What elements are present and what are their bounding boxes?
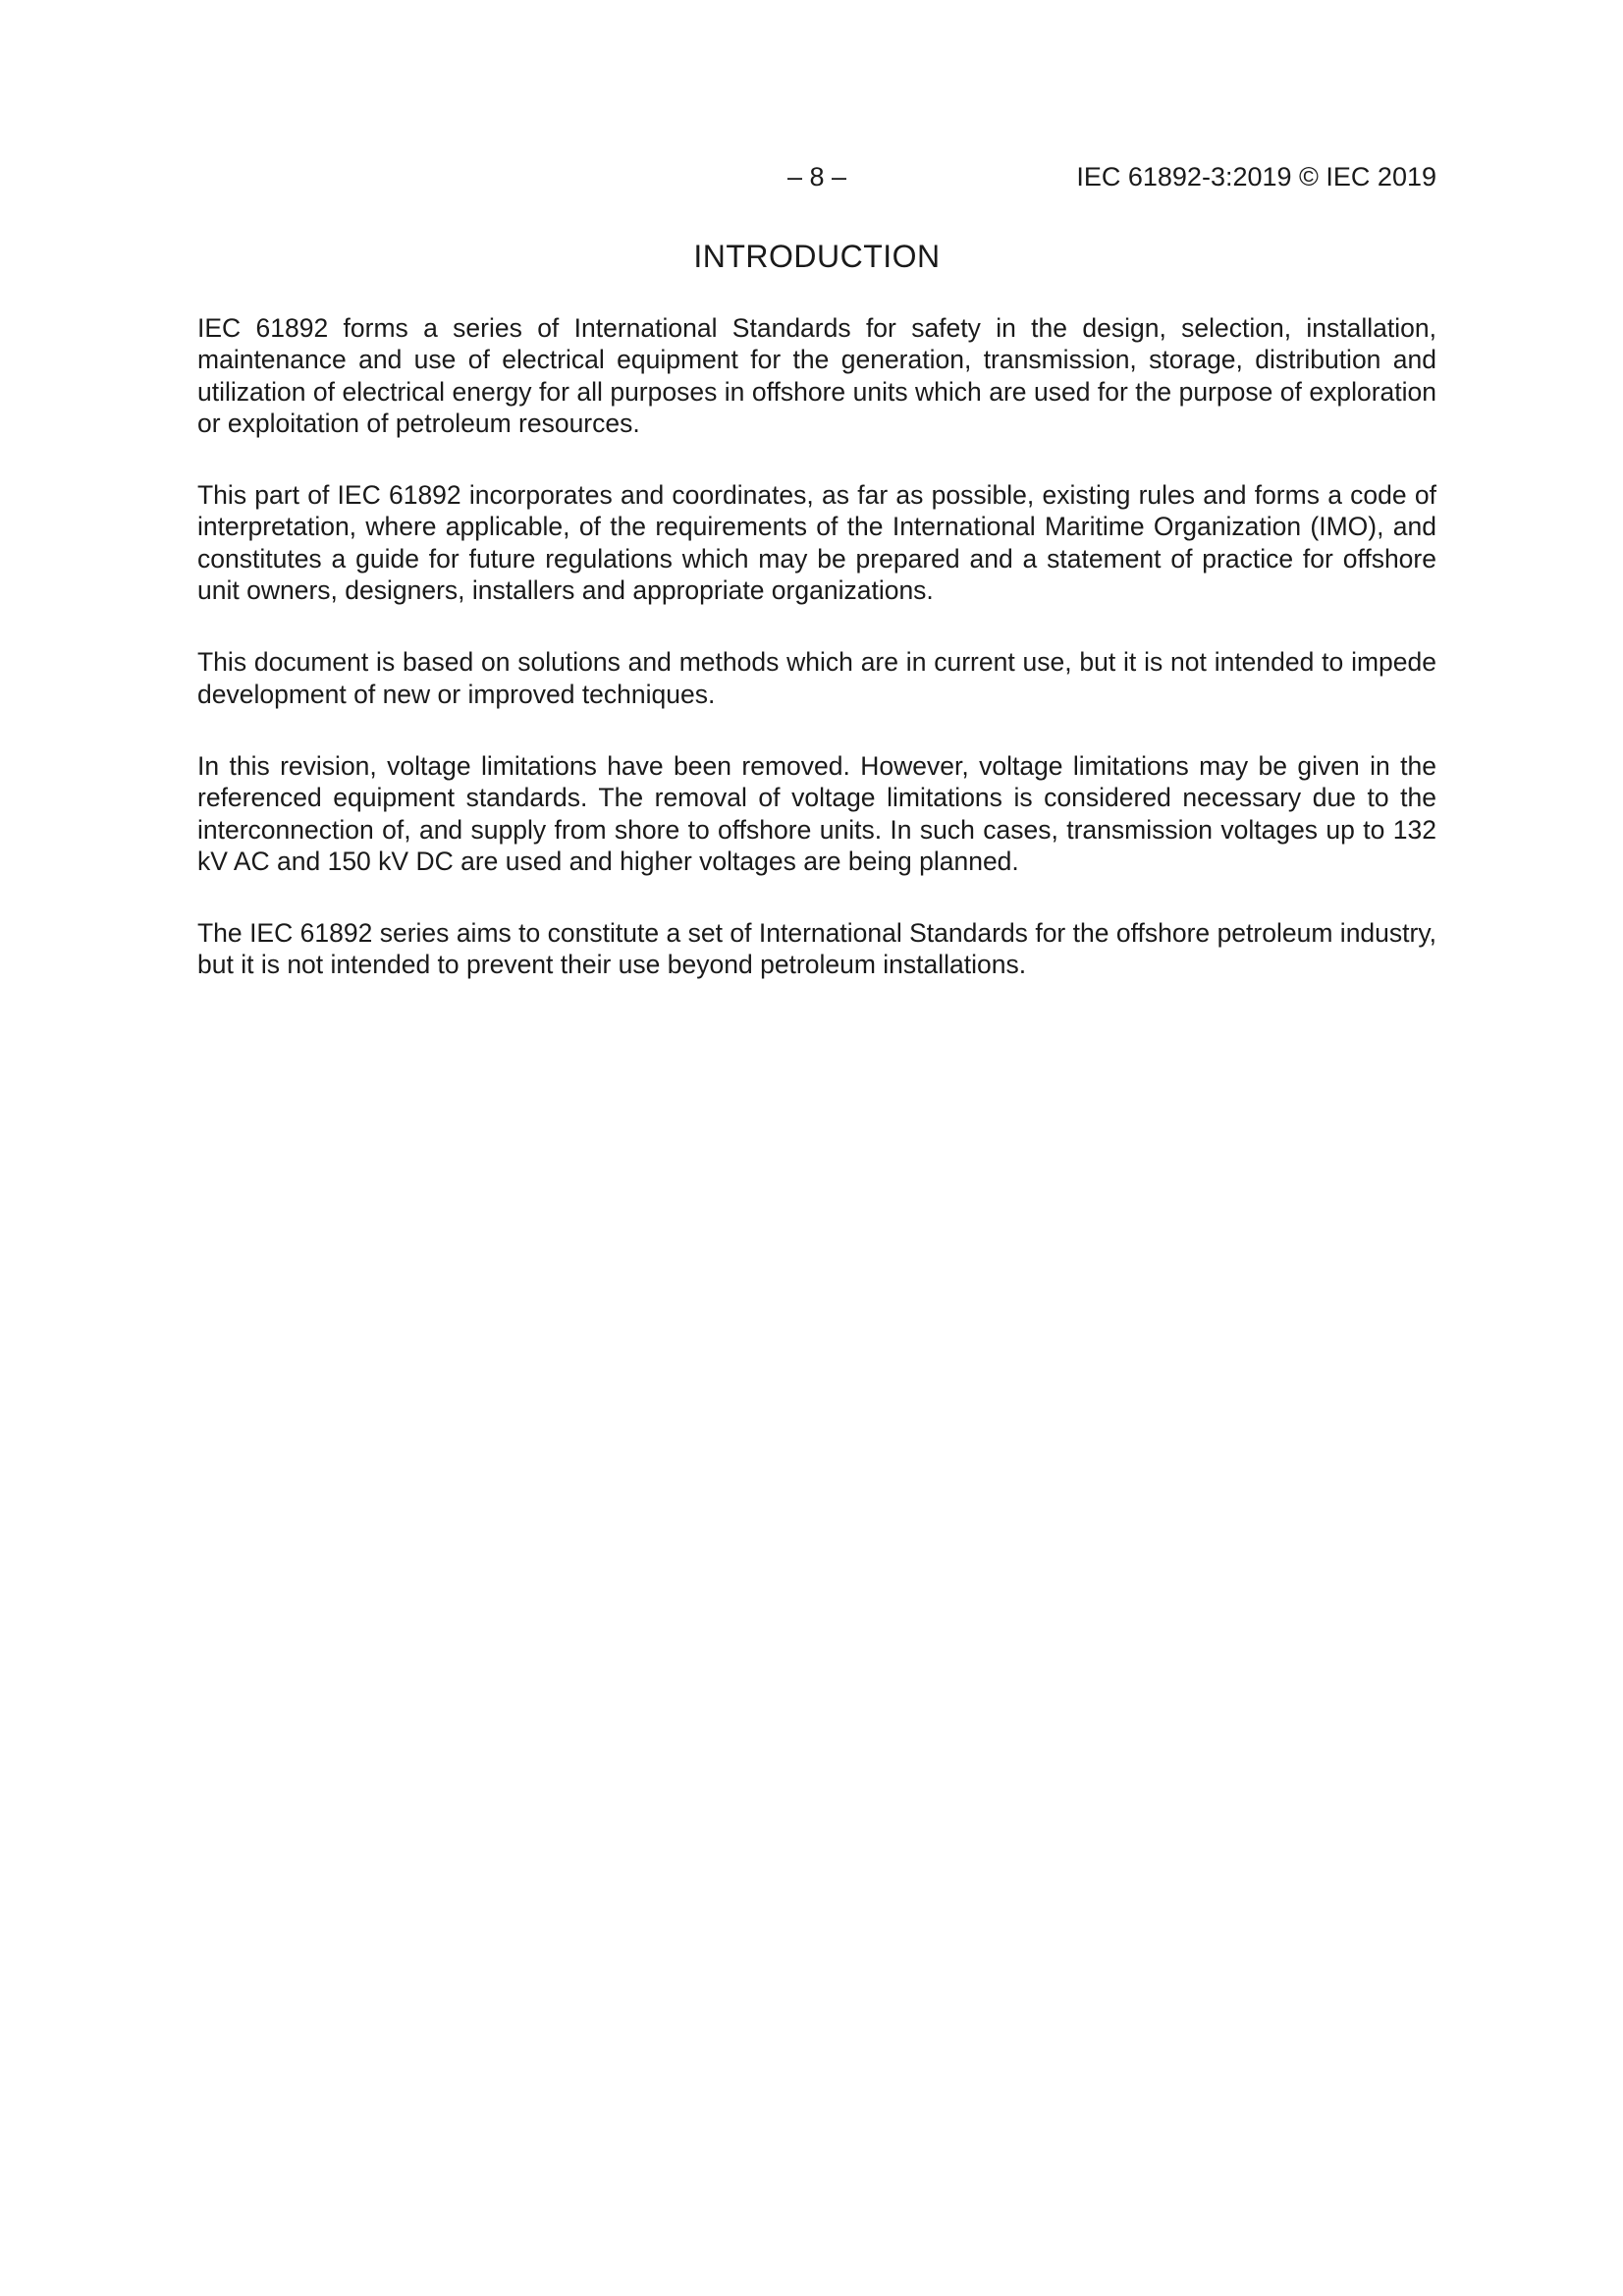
- section-title: INTRODUCTION: [693, 239, 941, 274]
- page-number: – 8 –: [786, 162, 847, 191]
- page-header: [197, 159, 1436, 194]
- paragraph: This part of IEC 61892 incorporates and coordinates, as far as possible, existing rules and forms a code of interpretation, where applicable, of the requirements of the International Maritime Organization (IMO), and constitutes a guide for future regulations which may be prepared and a statement of practice for offshore unit owners, designers, installers and appropriate organizations.: [197, 480, 1436, 606]
- document-id: IEC 61892-3:2019 © IEC 2019: [1076, 162, 1436, 191]
- paragraph: IEC 61892 forms a series of International Standards for safety in the design, selection, installation, maintenance and use of electrical equipment for the generation, transmission, storage, distribution and utilization of electrical energy for all purposes in offshore units which are used for the purpose of exploration or exploitation of petroleum resources.: [197, 313, 1436, 438]
- paragraph: This document is based on solutions and methods which are in current use, but it is not intended to impede development of new or improved techniques.: [197, 647, 1436, 709]
- introduction-body: [197, 312, 1436, 1021]
- paragraph: The IEC 61892 series aims to constitute a set of International Standards for the offshore petroleum industry, but it is not intended to prevent their use beyond petroleum installations.: [197, 918, 1436, 980]
- paragraph: In this revision, voltage limitations have been removed. However, voltage limitations may be given in the referenced equipment standards. The removal of voltage limitations is considered necessary due to the interconnection of, and supply from shore to offshore units. In such cases, transmission voltages up to 132 kV AC and 150 kV DC are used and higher voltages are being planned.: [197, 750, 1436, 876]
